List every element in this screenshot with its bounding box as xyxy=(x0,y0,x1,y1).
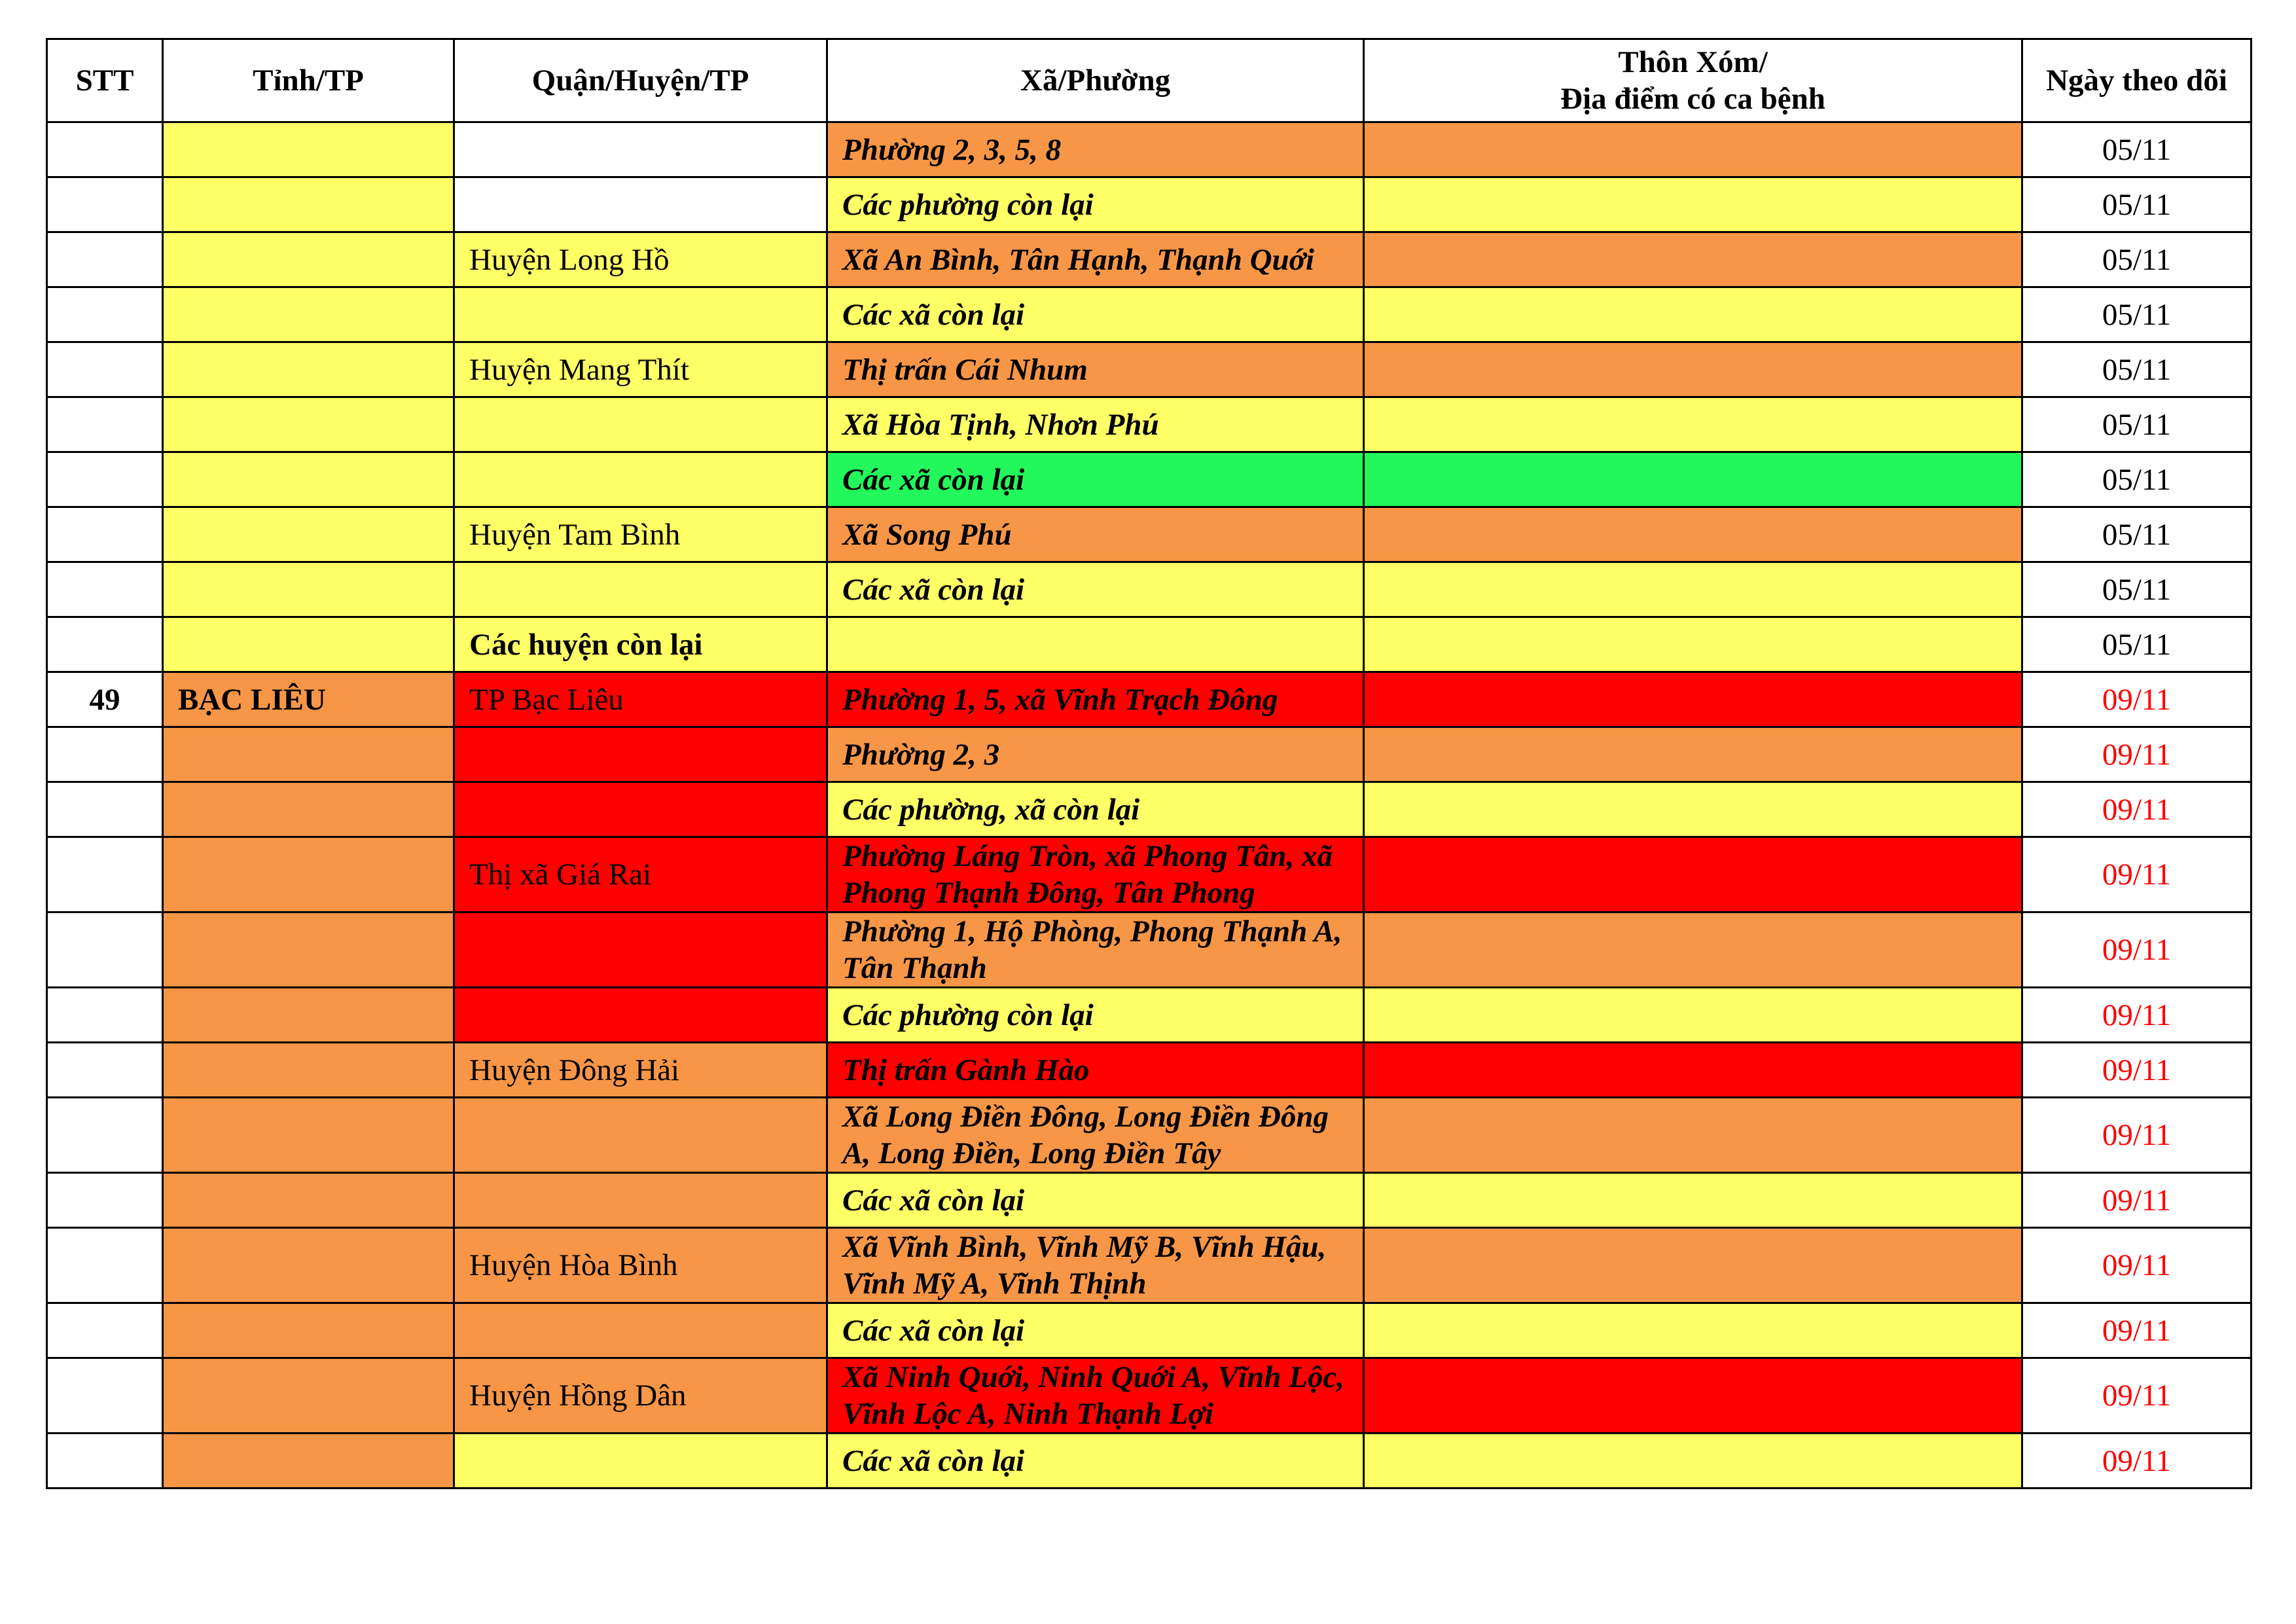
header-row xyxy=(47,39,2251,122)
row-stt xyxy=(47,617,163,672)
row-hamlet xyxy=(1364,672,2022,727)
row-stt xyxy=(47,177,163,232)
row-province xyxy=(163,232,454,287)
row-district xyxy=(454,988,827,1043)
row-province xyxy=(163,507,454,562)
table-row xyxy=(47,562,2251,617)
header-stt: STT xyxy=(47,39,163,122)
row-hamlet xyxy=(1364,1434,2022,1489)
row-district xyxy=(454,177,827,232)
row-district xyxy=(454,1173,827,1228)
row-ward xyxy=(827,617,1364,672)
row-stt xyxy=(47,782,163,837)
covid-risk-table xyxy=(46,38,2252,1489)
header-hamlet-line2: Địa điểm có ca bệnh xyxy=(1560,82,1825,116)
row-province xyxy=(163,1173,454,1228)
row-stt xyxy=(47,122,163,177)
row-date: 09/11 xyxy=(2022,1173,2251,1228)
row-district xyxy=(454,1303,827,1358)
table-body xyxy=(47,122,2251,1489)
row-ward: Phường 2, 3 xyxy=(827,727,1364,782)
row-hamlet xyxy=(1364,837,2022,912)
row-stt xyxy=(47,232,163,287)
row-district: TP Bạc Liêu xyxy=(454,672,827,727)
row-hamlet xyxy=(1364,232,2022,287)
row-date: 09/11 xyxy=(2022,912,2251,988)
row-province xyxy=(163,837,454,912)
table-row xyxy=(47,397,2251,452)
row-stt xyxy=(47,287,163,342)
row-district xyxy=(454,1098,827,1173)
row-hamlet xyxy=(1364,1303,2022,1358)
row-ward: Các phường còn lại xyxy=(827,988,1364,1043)
row-district xyxy=(454,397,827,452)
row-date: 09/11 xyxy=(2022,782,2251,837)
row-ward: Phường 2, 3, 5, 8 xyxy=(827,122,1364,177)
row-province xyxy=(163,727,454,782)
row-ward: Thị trấn Cái Nhum xyxy=(827,342,1364,397)
row-province xyxy=(163,1303,454,1358)
table-row xyxy=(47,1043,2251,1098)
row-province xyxy=(163,912,454,988)
row-hamlet xyxy=(1364,727,2022,782)
row-district: Huyện Tam Bình xyxy=(454,507,827,562)
row-province xyxy=(163,988,454,1043)
row-province xyxy=(163,562,454,617)
row-stt xyxy=(47,1098,163,1173)
row-stt xyxy=(47,988,163,1043)
table-row xyxy=(47,617,2251,672)
row-ward: Phường 1, 5, xã Vĩnh Trạch Đông xyxy=(827,672,1364,727)
row-province: BẠC LIÊU xyxy=(163,672,454,727)
table-row xyxy=(47,1098,2251,1173)
row-hamlet xyxy=(1364,988,2022,1043)
row-district xyxy=(454,122,827,177)
row-ward: Thị trấn Gành Hào xyxy=(827,1043,1364,1098)
row-ward: Các phường, xã còn lại xyxy=(827,782,1364,837)
row-ward: Các phường còn lại xyxy=(827,177,1364,232)
row-stt xyxy=(47,1434,163,1489)
row-stt xyxy=(47,397,163,452)
row-hamlet xyxy=(1364,1043,2022,1098)
row-hamlet xyxy=(1364,122,2022,177)
row-hamlet xyxy=(1364,562,2022,617)
row-hamlet xyxy=(1364,507,2022,562)
row-district: Huyện Hồng Dân xyxy=(454,1358,827,1434)
row-stt xyxy=(47,1173,163,1228)
row-district xyxy=(454,1434,827,1489)
header-district: Quận/Huyện/TP xyxy=(454,39,827,122)
row-stt xyxy=(47,727,163,782)
row-hamlet xyxy=(1364,1173,2022,1228)
header-hamlet-line1: Thôn Xóm/ xyxy=(1618,45,1768,79)
row-date: 05/11 xyxy=(2022,397,2251,452)
table-row xyxy=(47,1303,2251,1358)
row-province xyxy=(163,617,454,672)
row-province xyxy=(163,177,454,232)
row-date: 09/11 xyxy=(2022,672,2251,727)
row-district xyxy=(454,562,827,617)
row-ward: Các xã còn lại xyxy=(827,452,1364,507)
row-date: 09/11 xyxy=(2022,727,2251,782)
row-district xyxy=(454,452,827,507)
table-row xyxy=(47,782,2251,837)
row-date: 05/11 xyxy=(2022,177,2251,232)
row-district xyxy=(454,727,827,782)
row-province xyxy=(163,122,454,177)
row-date: 09/11 xyxy=(2022,1043,2251,1098)
row-hamlet xyxy=(1364,452,2022,507)
row-date: 09/11 xyxy=(2022,1303,2251,1358)
header-ward: Xã/Phường xyxy=(827,39,1364,122)
row-district xyxy=(454,287,827,342)
row-ward: Xã Ninh Quới, Ninh Quới A, Vĩnh Lộc, Vĩnh Lộc A, Ninh Thạnh Lợi xyxy=(827,1358,1364,1434)
row-date: 09/11 xyxy=(2022,1434,2251,1489)
row-stt xyxy=(47,1303,163,1358)
table-row xyxy=(47,1358,2251,1434)
table-row xyxy=(47,727,2251,782)
row-date: 09/11 xyxy=(2022,1098,2251,1173)
row-hamlet xyxy=(1364,782,2022,837)
row-stt xyxy=(47,507,163,562)
row-ward: Xã Long Điền Đông, Long Điền Đông A, Long Điền, Long Điền Tây xyxy=(827,1098,1364,1173)
row-date: 09/11 xyxy=(2022,1358,2251,1434)
row-hamlet xyxy=(1364,912,2022,988)
row-ward: Xã Song Phú xyxy=(827,507,1364,562)
row-date: 05/11 xyxy=(2022,342,2251,397)
row-district: Huyện Hòa Bình xyxy=(454,1228,827,1303)
row-hamlet xyxy=(1364,177,2022,232)
table-row xyxy=(47,672,2251,727)
row-stt xyxy=(47,1228,163,1303)
table-row xyxy=(47,507,2251,562)
row-ward: Phường Láng Tròn, xã Phong Tân, xã Phong Thạnh Đông, Tân Phong xyxy=(827,837,1364,912)
table-row xyxy=(47,912,2251,988)
row-district: Các huyện còn lại xyxy=(454,617,827,672)
row-date: 05/11 xyxy=(2022,122,2251,177)
row-date: 09/11 xyxy=(2022,1228,2251,1303)
row-date: 05/11 xyxy=(2022,562,2251,617)
row-district: Huyện Long Hồ xyxy=(454,232,827,287)
row-date: 05/11 xyxy=(2022,507,2251,562)
row-hamlet xyxy=(1364,1228,2022,1303)
row-stt xyxy=(47,1043,163,1098)
row-date: 09/11 xyxy=(2022,837,2251,912)
row-stt: 49 xyxy=(47,672,163,727)
row-stt xyxy=(47,837,163,912)
row-province xyxy=(163,1358,454,1434)
row-ward: Các xã còn lại xyxy=(827,1434,1364,1489)
row-province xyxy=(163,1434,454,1489)
row-province xyxy=(163,1228,454,1303)
header-date: Ngày theo dõi xyxy=(2022,39,2251,122)
row-hamlet xyxy=(1364,287,2022,342)
row-ward: Xã Vĩnh Bình, Vĩnh Mỹ B, Vĩnh Hậu, Vĩnh Mỹ A, Vĩnh Thịnh xyxy=(827,1228,1364,1303)
table-row xyxy=(47,287,2251,342)
row-ward: Các xã còn lại xyxy=(827,1303,1364,1358)
row-ward: Các xã còn lại xyxy=(827,1173,1364,1228)
row-ward: Xã An Bình, Tân Hạnh, Thạnh Quới xyxy=(827,232,1364,287)
row-district: Thị xã Giá Rai xyxy=(454,837,827,912)
table-row xyxy=(47,177,2251,232)
row-date: 05/11 xyxy=(2022,287,2251,342)
row-stt xyxy=(47,452,163,507)
table-row xyxy=(47,837,2251,912)
row-ward: Phường 1, Hộ Phòng, Phong Thạnh A, Tân Thạnh xyxy=(827,912,1364,988)
header-hamlet xyxy=(1364,39,2022,122)
row-province xyxy=(163,287,454,342)
table-row xyxy=(47,1228,2251,1303)
row-hamlet xyxy=(1364,1098,2022,1173)
row-province xyxy=(163,342,454,397)
row-stt xyxy=(47,562,163,617)
row-date: 05/11 xyxy=(2022,617,2251,672)
row-ward: Xã Hòa Tịnh, Nhơn Phú xyxy=(827,397,1364,452)
row-hamlet xyxy=(1364,1358,2022,1434)
row-province xyxy=(163,397,454,452)
row-ward: Các xã còn lại xyxy=(827,287,1364,342)
row-stt xyxy=(47,912,163,988)
row-province xyxy=(163,1098,454,1173)
table-row xyxy=(47,988,2251,1043)
row-district xyxy=(454,912,827,988)
row-date: 09/11 xyxy=(2022,988,2251,1043)
row-stt xyxy=(47,342,163,397)
row-province xyxy=(163,1043,454,1098)
header-province: Tỉnh/TP xyxy=(163,39,454,122)
row-stt xyxy=(47,1358,163,1434)
table-row xyxy=(47,452,2251,507)
table-row xyxy=(47,1434,2251,1489)
table-row xyxy=(47,342,2251,397)
row-hamlet xyxy=(1364,397,2022,452)
table-row xyxy=(47,232,2251,287)
row-province xyxy=(163,782,454,837)
row-province xyxy=(163,452,454,507)
table-row xyxy=(47,122,2251,177)
row-hamlet xyxy=(1364,617,2022,672)
row-hamlet xyxy=(1364,342,2022,397)
table-row xyxy=(47,1173,2251,1228)
row-ward: Các xã còn lại xyxy=(827,562,1364,617)
row-district: Huyện Đông Hải xyxy=(454,1043,827,1098)
row-district: Huyện Mang Thít xyxy=(454,342,827,397)
row-date: 05/11 xyxy=(2022,452,2251,507)
row-date: 05/11 xyxy=(2022,232,2251,287)
row-district xyxy=(454,782,827,837)
